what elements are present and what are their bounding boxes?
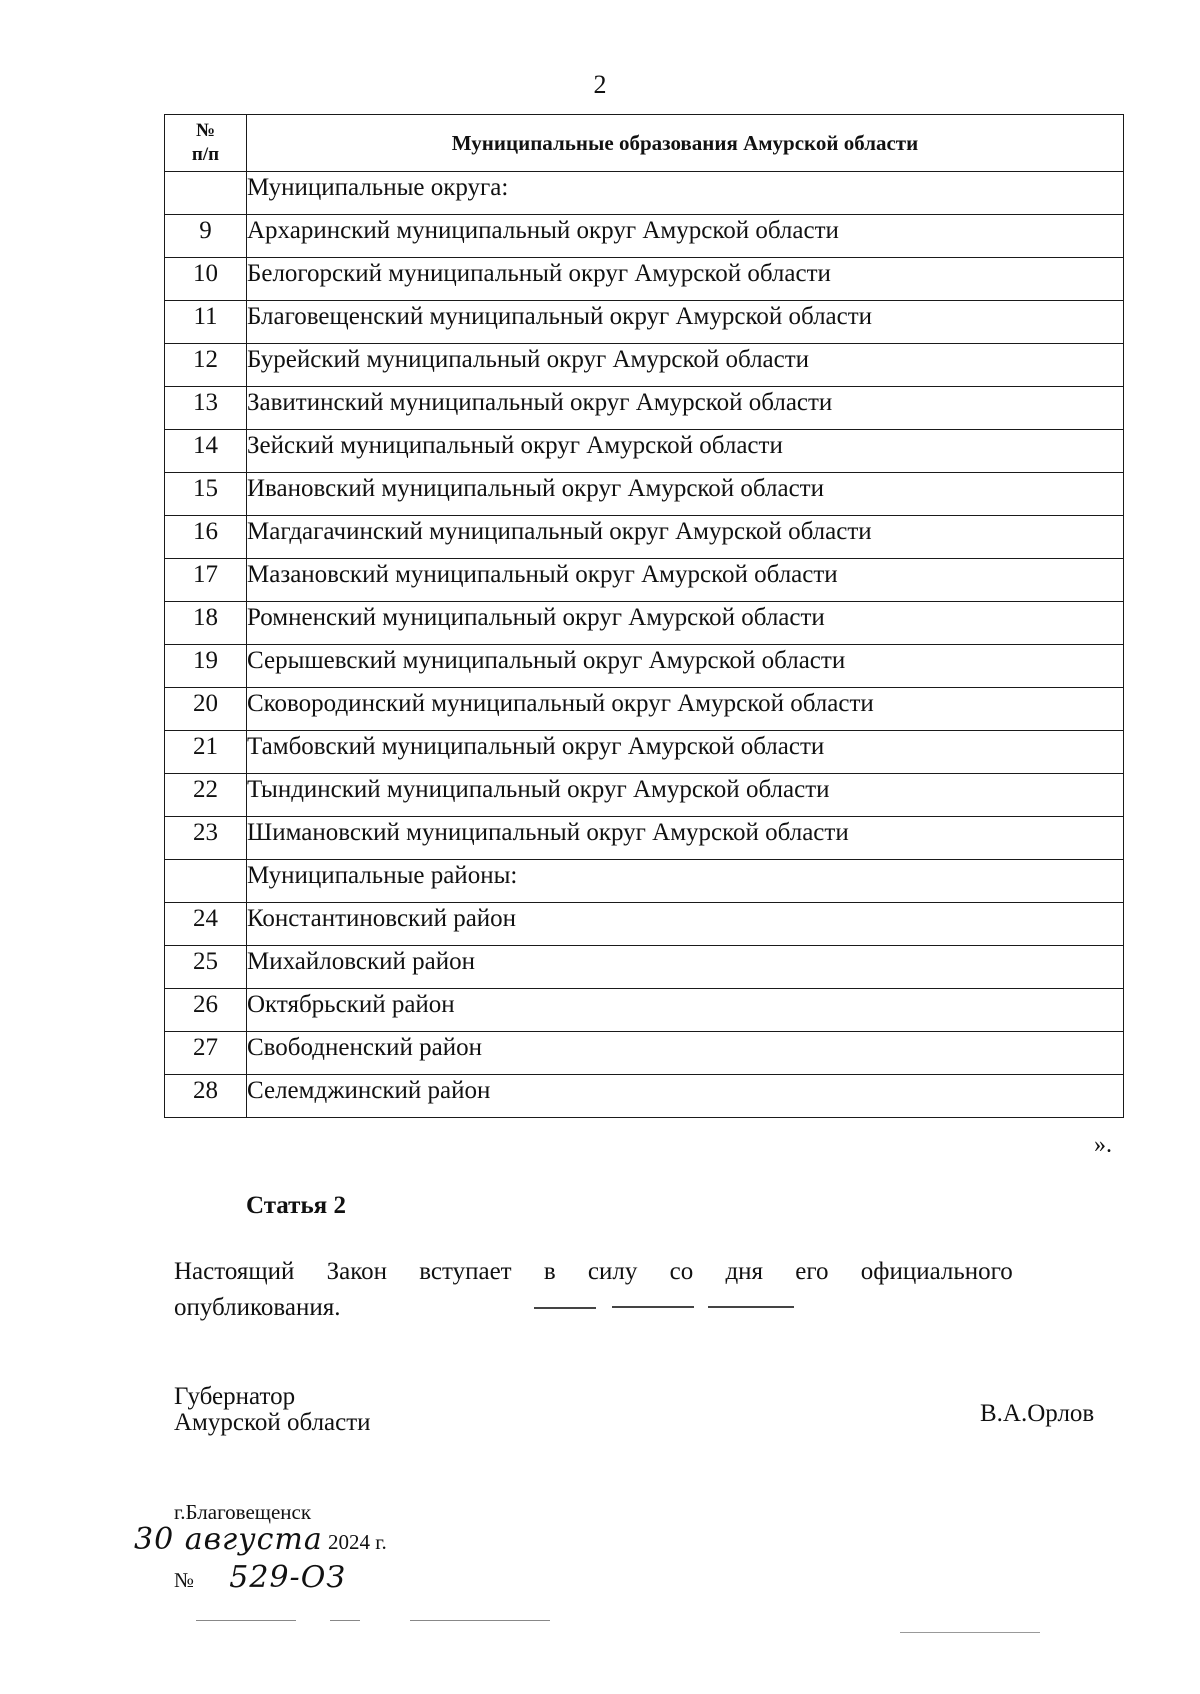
row-number: 15 xyxy=(165,473,247,516)
table-row xyxy=(165,774,1124,817)
header-title: Муниципальные образования Амурской области xyxy=(247,115,1124,172)
table-row xyxy=(165,946,1124,989)
row-name: Муниципальные округа: xyxy=(247,172,1124,215)
row-name: Мазановский муниципальный округ Амурской области xyxy=(247,559,1124,602)
decorative-dash xyxy=(900,1632,1040,1633)
table-row xyxy=(165,989,1124,1032)
row-name: Ромненский муниципальный округ Амурской области xyxy=(247,602,1124,645)
table-row xyxy=(165,860,1124,903)
signer-position xyxy=(174,1384,371,1436)
table-row xyxy=(165,731,1124,774)
row-number: 11 xyxy=(165,301,247,344)
row-name: Селемджинский район xyxy=(247,1075,1124,1118)
row-name: Свободненский район xyxy=(247,1032,1124,1075)
row-name: Октябрьский район xyxy=(247,989,1124,1032)
row-name: Шимановский муниципальный округ Амурской области xyxy=(247,817,1124,860)
table-body xyxy=(165,172,1124,1118)
row-number: 22 xyxy=(165,774,247,817)
row-number: 12 xyxy=(165,344,247,387)
table-row xyxy=(165,473,1124,516)
table-row xyxy=(165,817,1124,860)
table-row xyxy=(165,516,1124,559)
decorative-dash xyxy=(196,1620,296,1621)
table-row xyxy=(165,301,1124,344)
table-row xyxy=(165,645,1124,688)
table-row xyxy=(165,215,1124,258)
row-number: 25 xyxy=(165,946,247,989)
signer-position-line2: Амурской области xyxy=(174,1409,371,1436)
municipalities-table xyxy=(164,114,1124,1118)
row-number: 26 xyxy=(165,989,247,1032)
table-row xyxy=(165,903,1124,946)
row-name: Тамбовский муниципальный округ Амурской области xyxy=(247,731,1124,774)
decorative-dash xyxy=(534,1307,596,1309)
table-row xyxy=(165,559,1124,602)
issue-date xyxy=(134,1522,387,1558)
row-name: Константиновский район xyxy=(247,903,1124,946)
number-label: № xyxy=(174,1568,195,1592)
row-name: Благовещенский муниципальный округ Амурской области xyxy=(247,301,1124,344)
row-number xyxy=(165,860,247,903)
row-name: Серышевский муниципальный округ Амурской области xyxy=(247,645,1124,688)
row-number: 17 xyxy=(165,559,247,602)
issue-place: г.Благовещенск xyxy=(174,1500,312,1524)
page-number: 2 xyxy=(593,70,607,99)
closing-quote: ». xyxy=(1094,1132,1112,1158)
row-number: 14 xyxy=(165,430,247,473)
row-number: 9 xyxy=(165,215,247,258)
row-number: 28 xyxy=(165,1075,247,1118)
table-row xyxy=(165,1032,1124,1075)
decorative-dash xyxy=(330,1620,360,1621)
row-number: 18 xyxy=(165,602,247,645)
row-name: Ивановский муниципальный округ Амурской области xyxy=(247,473,1124,516)
signer-position-line1: Губернатор xyxy=(174,1383,296,1410)
row-name: Зейский муниципальный округ Амурской области xyxy=(247,430,1124,473)
table-row xyxy=(165,430,1124,473)
decorative-dash xyxy=(410,1620,550,1621)
handwritten-date: 30 августа xyxy=(134,1522,323,1557)
row-number: 16 xyxy=(165,516,247,559)
article-title: Статья 2 xyxy=(246,1192,346,1219)
table-row xyxy=(165,258,1124,301)
row-name: Бурейский муниципальный округ Амурской области xyxy=(247,344,1124,387)
row-number: 19 xyxy=(165,645,247,688)
row-number: 10 xyxy=(165,258,247,301)
row-number: 24 xyxy=(165,903,247,946)
law-number xyxy=(174,1560,346,1600)
header-number xyxy=(165,115,247,172)
article-text xyxy=(174,1254,1124,1326)
row-name: Сковородинский муниципальный округ Амурской области xyxy=(247,688,1124,731)
row-name: Магдагачинский муниципальный округ Амурской области xyxy=(247,516,1124,559)
row-number: 21 xyxy=(165,731,247,774)
row-number: 23 xyxy=(165,817,247,860)
table-header-row xyxy=(165,115,1124,172)
article-text-line2: опубликования. xyxy=(174,1294,341,1321)
row-name: Муниципальные районы: xyxy=(247,860,1124,903)
article-text-line1: Настоящий Закон вступает в силу со дня его официального xyxy=(174,1258,1013,1285)
table-row xyxy=(165,172,1124,215)
header-number-text: № п/п xyxy=(191,120,220,165)
handwritten-number: 529-ОЗ xyxy=(229,1560,346,1595)
table-row xyxy=(165,387,1124,430)
decorative-dash xyxy=(708,1306,794,1308)
row-name: Михайловский район xyxy=(247,946,1124,989)
row-name: Завитинский муниципальный округ Амурской области xyxy=(247,387,1124,430)
table-row xyxy=(165,688,1124,731)
row-name: Белогорский муниципальный округ Амурской области xyxy=(247,258,1124,301)
decorative-dash xyxy=(612,1306,694,1308)
row-number: 27 xyxy=(165,1032,247,1075)
row-number xyxy=(165,172,247,215)
row-number: 20 xyxy=(165,688,247,731)
issue-year: 2024 г. xyxy=(328,1530,387,1554)
table-row xyxy=(165,344,1124,387)
table-row xyxy=(165,602,1124,645)
signer-name: В.А.Орлов xyxy=(980,1400,1095,1427)
row-number: 13 xyxy=(165,387,247,430)
table-row xyxy=(165,1075,1124,1118)
row-name: Тындинский муниципальный округ Амурской области xyxy=(247,774,1124,817)
row-name: Архаринский муниципальный округ Амурской области xyxy=(247,215,1124,258)
